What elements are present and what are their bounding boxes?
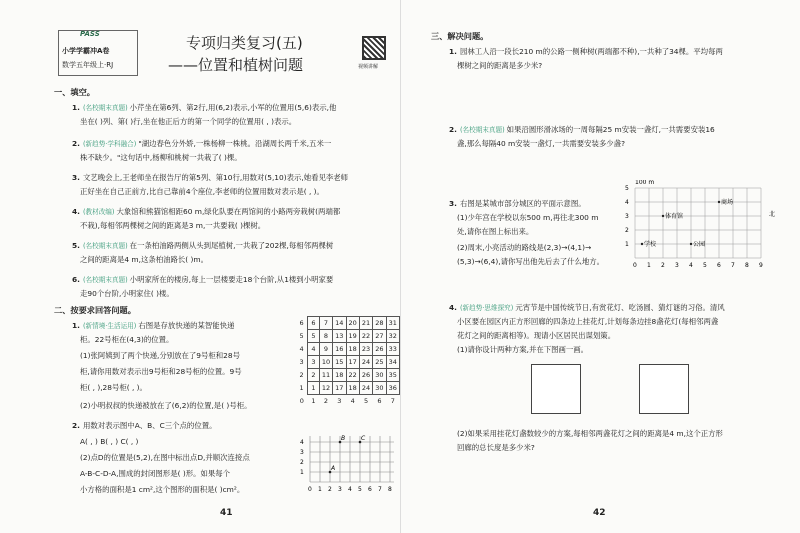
locker-cell: 17: [346, 356, 359, 369]
point-label: A: [331, 465, 336, 472]
section-title: 三、解决问题。: [431, 31, 489, 41]
question-line: 2. 用数对表示图中A、B、C三个点的位置。: [72, 421, 217, 430]
question-line: A( , ) B( , ) C( , ): [80, 437, 139, 446]
col-label: 6: [377, 397, 382, 406]
question-line: 3. 文艺晚会上,王老师坐在报告厅的第5列、第10行,用数对(5,10)表示,她看见李老师: [72, 173, 349, 182]
question-line: 1. (名校期末真题) 小芹坐在第6列、第2行,用(6,2)表示,小军的位置用(5,6)表示,他: [72, 103, 337, 112]
x-tick-label: 8: [745, 262, 749, 269]
y-tick-label: 4: [300, 439, 304, 446]
question-line: 走90个台阶,小明家住( )楼。: [80, 289, 174, 298]
question-line: 1. (新情境·生活运用) 右图是存放快递的某智能快递: [72, 321, 235, 330]
question-line: (2)如果采用挂花灯盏数较少的方案,每相邻两盏花灯之间的距离是4 m,这个正方形: [457, 429, 723, 438]
place-label: 商场: [721, 199, 734, 206]
x-tick-label: 4: [348, 486, 352, 493]
x-tick-label: 7: [378, 486, 382, 493]
col-label: 3: [337, 397, 342, 406]
place-marker: [690, 243, 692, 245]
locker-cell: 19: [346, 330, 359, 343]
question-line: 盏,那么每隔40 m安装一盏灯,一共需要安装多少盏?: [457, 139, 625, 148]
locker-cell: 3: [308, 356, 320, 369]
y-tick-label: 1: [300, 469, 304, 476]
locker-cell: 5: [308, 330, 320, 343]
drawing-square-1[interactable]: [531, 364, 581, 414]
locker-cell: 20: [346, 317, 359, 330]
x-tick-label: 3: [675, 262, 679, 269]
question-line: 棵树之间的距离是多少米?: [457, 61, 543, 70]
place-marker: [718, 201, 720, 203]
question-line: (1)请你设计两种方案,并在下图画一画。: [457, 345, 589, 354]
locker-cell: 31: [386, 317, 399, 330]
x-tick-label: 2: [328, 486, 332, 493]
question-line: (1)张阿姨到了两个快递,分别放在了9号柜和28号: [80, 351, 240, 360]
question-line: (2)周末,小亮活动的路线是(2,3)→(4,1)→: [457, 243, 592, 252]
col-label: 1: [311, 397, 316, 406]
question-line: 花灯之间的距离相等)。现请小区居民出谋划策。: [457, 331, 616, 340]
origin-label: 0: [299, 397, 304, 405]
locker-cell: 14: [333, 317, 346, 330]
x-tick-label: 6: [717, 262, 721, 269]
grade-label: 数学五年级上·RJ: [62, 61, 114, 69]
locker-cell: 10: [319, 356, 332, 369]
question-line: A-B-C-D-A,围成的封闭图形是( )形。如果每个: [80, 469, 231, 478]
locker-grid: [296, 316, 400, 408]
question-line: 小方格的面积是1 cm²,这个图形的面积是( )cm²。: [80, 485, 245, 494]
question-line: 回廊的总长度是多少米?: [457, 443, 535, 452]
point-label: B: [341, 435, 346, 442]
page-title: 专项归类复习(五): [186, 34, 303, 52]
question-line: (1)少年宫在学校以东500 m,再往北300 m: [457, 213, 599, 222]
locker-cell: 22: [359, 330, 372, 343]
locker-cell: 21: [359, 317, 372, 330]
x-tick-label: 5: [703, 262, 707, 269]
section-title: 一、填空。: [54, 87, 95, 97]
y-tick-label: 2: [300, 459, 304, 466]
locker-cell: 28: [373, 317, 386, 330]
y-tick-label: 4: [625, 199, 629, 206]
locker-cell: 11: [319, 369, 332, 382]
x-tick-label: 1: [647, 262, 651, 269]
question-line: 坐在( )列、第( )行,坐在他正后方的第一个同学的位置用( , )表示。: [80, 117, 297, 126]
locker-cell: 1: [308, 382, 320, 395]
locker-cell: 23: [359, 343, 372, 356]
locker-cell: 18: [333, 369, 346, 382]
x-tick-label: 3: [338, 486, 342, 493]
row-label: 5: [299, 332, 304, 340]
row-label: 2: [299, 371, 304, 379]
locker-cell: 36: [386, 382, 399, 395]
row-label: 1: [299, 384, 304, 392]
question-line: 处,请你在图上标出来。: [457, 227, 534, 236]
row-label: 3: [299, 358, 304, 366]
y-tick-label: 3: [625, 213, 629, 220]
question-line: 5. (名校期末真题) 在一条柏油路两侧从头到尾植树,一共栽了202棵,每相邻两棵树: [72, 241, 334, 250]
locker-cell: 26: [359, 369, 372, 382]
question-line: 柜( , ),28号柜( , )。: [80, 383, 147, 392]
place-label: 学校: [644, 241, 657, 248]
x-tick-label: 0: [308, 486, 312, 493]
question-line: 1. 园林工人沿一段长210 m的公路一侧种树(两端都不种),一共种了34棵。平均每两: [449, 47, 723, 56]
locker-cell: 17: [333, 382, 346, 395]
question-line: 正好坐在自己正前方,比自己靠前4个座位,李老师的位置用数对表示是( , )。: [80, 187, 324, 196]
x-tick-label: 8: [388, 486, 392, 493]
locker-cell: 26: [373, 343, 386, 356]
y-tick-label: 5: [625, 185, 629, 192]
locker-cell: 7: [319, 317, 332, 330]
locker-cell: 25: [373, 356, 386, 369]
question-line: 2. (新趋势·学科融合) "湖边春色分外娇,一株杨柳一株桃。沿湖周长两千米,五米一: [72, 139, 332, 148]
question-line: (2)小明叔叔的快递被放在了(6,2)的位置,是( )号柜。: [80, 401, 252, 410]
page-number: 41: [220, 508, 233, 518]
row-label: 6: [299, 319, 304, 327]
locker-cell: 8: [319, 330, 332, 343]
question-line: 株不缺少。"这句话中,杨柳和桃树一共栽了( )棵。: [80, 153, 242, 162]
locker-cell: 30: [373, 382, 386, 395]
place-label: 公园: [693, 241, 706, 248]
locker-cell: 35: [386, 369, 399, 382]
y-tick-label: 1: [625, 241, 629, 248]
place-marker: [641, 243, 643, 245]
x-tick-label: 4: [689, 262, 693, 269]
row-label: 4: [299, 345, 304, 353]
qr-label: 视频讲解: [358, 64, 379, 70]
y-tick-label: 2: [625, 227, 629, 234]
x-tick-label: 0: [633, 262, 637, 269]
question-line: (2)点D的位置是(5,2),在图中标出点D,并顺次连接点: [80, 453, 250, 462]
point-label: C: [361, 435, 366, 442]
page-subtitle: ——位置和植树问题: [168, 56, 304, 74]
scale-label: 100 m: [635, 180, 655, 186]
locker-cell: 27: [373, 330, 386, 343]
question-line: 3. 右图是某城市部分城区的平面示意图。: [449, 199, 586, 208]
page-number: 42: [593, 508, 606, 518]
x-tick-label: 7: [731, 262, 735, 269]
locker-cell: 32: [386, 330, 399, 343]
locker-cell: 22: [346, 369, 359, 382]
locker-cell: 18: [346, 382, 359, 395]
place-label: 体育馆: [665, 213, 684, 220]
series-name: 小学学霸冲A卷: [62, 47, 110, 55]
x-tick-label: 1: [318, 486, 322, 493]
locker-cell: 9: [319, 343, 332, 356]
x-tick-label: 2: [661, 262, 665, 269]
qr-code-icon[interactable]: [362, 36, 386, 60]
coordinate-grid: [300, 410, 400, 498]
city-map: [623, 180, 783, 276]
right-page: [400, 0, 800, 533]
locker-cell: 6: [308, 317, 320, 330]
locker-cell: 12: [319, 382, 332, 395]
question-line: 2. (名校期末真题) 如果沿圆形滑冰场的一周每隔25 m安装一盏灯,一共需要安装16: [449, 125, 715, 134]
brand-logo: PASS: [80, 30, 100, 38]
locker-cell: 2: [308, 369, 320, 382]
question-line: 4. (新趋势·思维探究) 元宵节是中国传统节日,有赏花灯、吃汤圆、猜灯谜的习俗。清风: [449, 303, 725, 312]
locker-cell: 16: [333, 343, 346, 356]
place-marker: [662, 215, 664, 217]
question-line: 不栽),每相邻两棵树之间的距离是3 m,一共要栽( )棵树。: [80, 221, 266, 230]
locker-cell: 24: [359, 382, 372, 395]
section-title: 二、按要求回答问题。: [54, 305, 136, 315]
col-label: 5: [363, 397, 369, 406]
locker-cell: 30: [373, 369, 386, 382]
locker-cell: 15: [333, 356, 346, 369]
x-tick-label: 6: [368, 486, 372, 493]
question-line: (5,3)→(6,4),请你写出他先后去了什么地方。: [457, 257, 605, 266]
x-tick-label: 5: [358, 486, 362, 493]
col-label: 7: [390, 397, 395, 406]
question-line: 6. (名校期末真题) 小明家所在的楼房,每上一层楼要走18个台阶,从1楼到小明家要: [72, 275, 334, 284]
question-line: 小区要在园区内正方形回廊的四条边上挂花灯,计划每条边挂8盏花灯(每相邻两盏: [457, 317, 719, 326]
question-line: 4. (教材改编) 大象馆和熊猫馆相距60 m,绿化队要在两馆间的小路两旁栽树(两端都: [72, 207, 341, 216]
locker-cell: 33: [386, 343, 399, 356]
locker-cell: 4: [308, 343, 320, 356]
col-label: 2: [323, 397, 329, 406]
question-line: 柜。22号柜在(4,3)的位置。: [80, 335, 174, 344]
locker-cell: 13: [333, 330, 346, 343]
drawing-square-2[interactable]: [639, 364, 689, 414]
x-tick-label: 9: [759, 262, 763, 269]
col-label: 4: [350, 397, 355, 406]
y-tick-label: 3: [300, 449, 304, 456]
question-line: 之间的距离是4 m,这条柏油路长( )m。: [80, 255, 208, 264]
locker-cell: 24: [359, 356, 372, 369]
question-line: 柜,请你用数对表示出9号柜和28号柜的位置。9号: [80, 367, 242, 376]
locker-cell: 18: [346, 343, 359, 356]
north-label: 北: [769, 211, 776, 218]
locker-cell: 34: [386, 356, 399, 369]
